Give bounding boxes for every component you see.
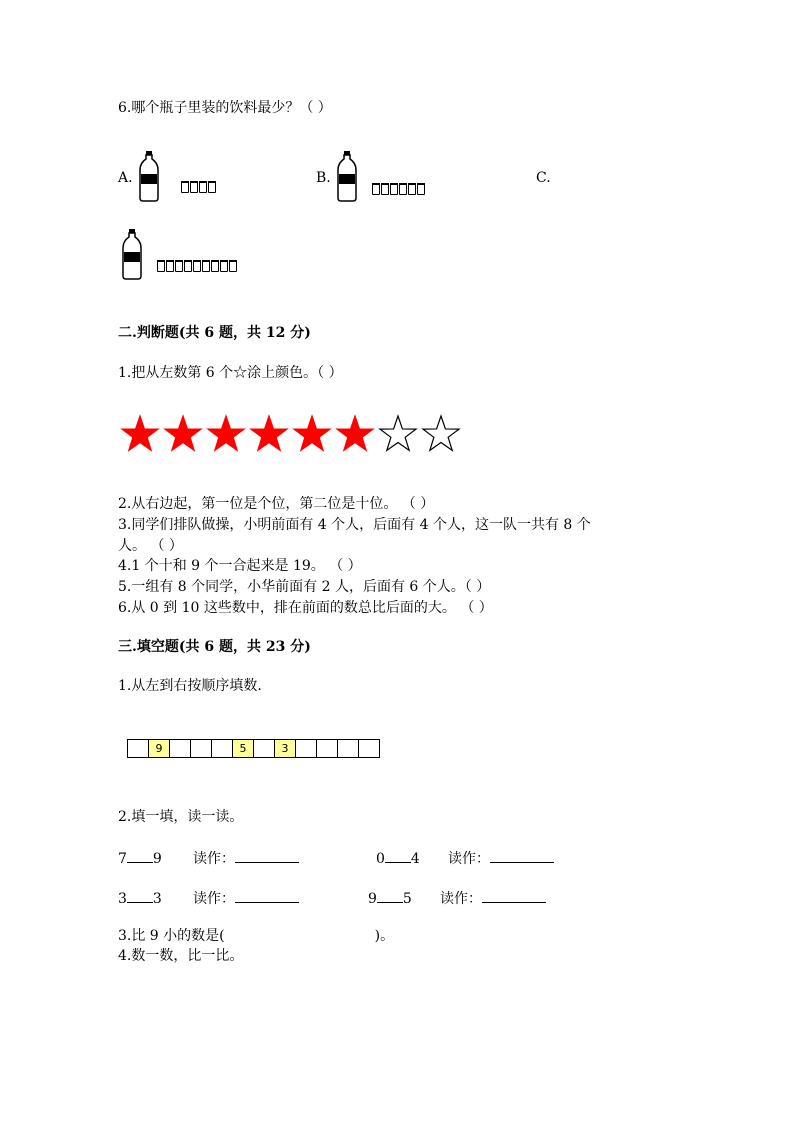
- filled-star-icon[interactable]: [120, 414, 160, 454]
- read-answer-blank[interactable]: [490, 848, 554, 863]
- option-a-label: A.: [118, 170, 133, 186]
- grid-cell-blank[interactable]: [212, 739, 233, 758]
- cup-icon: [181, 181, 189, 193]
- read-label: 读作：: [193, 891, 235, 907]
- grid-cell-blank[interactable]: [317, 739, 338, 758]
- empty-star-icon[interactable]: [378, 414, 418, 454]
- cup-icon: [175, 260, 183, 272]
- read-label: 读作：: [193, 851, 235, 867]
- fill-left-number: 7: [118, 851, 127, 867]
- grid-cell-blank[interactable]: [170, 739, 191, 758]
- read-answer-blank[interactable]: [235, 888, 299, 903]
- grid-cell-blank[interactable]: [359, 739, 380, 758]
- section-3-question-1: 1.从左到右按顺序填数.: [118, 678, 262, 694]
- bottle-icon: [138, 150, 160, 202]
- fill-row-4: [368, 888, 412, 908]
- fill-right-number: 3: [152, 891, 162, 907]
- grid-cell-blank[interactable]: [191, 739, 212, 758]
- option-c-label: C.: [536, 170, 551, 186]
- fill-row-2: [376, 848, 420, 868]
- fill-right-number: 4: [410, 851, 420, 867]
- section-3-question-4: 4.数一数，比一比。: [118, 948, 244, 964]
- fill-row-1: [118, 848, 162, 868]
- read-label-3: [193, 888, 299, 908]
- bottle-icon: [336, 150, 358, 202]
- grid-cell-given: 5: [233, 739, 254, 758]
- cups-group-c: [157, 260, 237, 272]
- fill-right-number: 9: [152, 851, 162, 867]
- cups-group-b: [372, 183, 425, 195]
- number-blank[interactable]: [127, 848, 153, 863]
- section-3-question-3: [118, 927, 394, 945]
- cup-icon: [166, 260, 174, 272]
- cup-icon: [390, 183, 398, 195]
- number-blank[interactable]: [385, 848, 411, 863]
- read-label-2: [448, 848, 554, 868]
- section-2-question-3-continued: 人。 （ ）: [118, 538, 183, 554]
- read-label-4: [440, 888, 546, 908]
- empty-star-icon[interactable]: [421, 414, 461, 454]
- cup-icon: [193, 260, 201, 272]
- cup-icon: [211, 260, 219, 272]
- question-3-suffix: )。: [374, 928, 395, 944]
- cup-icon: [202, 260, 210, 272]
- number-blank[interactable]: [377, 888, 403, 903]
- cup-icon: [417, 183, 425, 195]
- star-row: [120, 414, 461, 454]
- section-2-question-2: 2.从右边起，第一位是个位，第二位是十位。 （ ）: [118, 496, 435, 512]
- section-2-question-1: 1.把从左数第 6 个☆涂上颜色。（ ）: [118, 365, 343, 381]
- fill-left-number: 9: [368, 891, 377, 907]
- section-2-title: 二.判断题(共 6 题，共 12 分): [118, 325, 311, 341]
- grid-cell-blank[interactable]: [296, 739, 317, 758]
- cup-icon: [229, 260, 237, 272]
- cup-icon: [157, 260, 165, 272]
- filled-star-icon[interactable]: [335, 414, 375, 454]
- fill-left-number: 3: [118, 891, 127, 907]
- read-answer-blank[interactable]: [235, 848, 299, 863]
- section-2-question-6: 6.从 0 到 10 这些数中，排在前面的数总比后面的大。 （ ）: [118, 600, 493, 616]
- question-3-prefix: 3.比 9 小的数是(: [118, 928, 225, 944]
- fill-row-3: [118, 888, 162, 908]
- section-2-question-4: 4.1 个十和 9 个一合起来是 19。 （ ）: [118, 558, 362, 574]
- cups-group-a: [181, 181, 216, 193]
- grid-cell-given: 3: [275, 739, 296, 758]
- read-answer-blank[interactable]: [482, 888, 546, 903]
- grid-cell-blank[interactable]: [338, 739, 359, 758]
- filled-star-icon[interactable]: [163, 414, 203, 454]
- section-2-question-5: 5.一组有 8 个同学，小华前面有 2 人，后面有 6 个人。（ ）: [118, 579, 491, 595]
- filled-star-icon[interactable]: [292, 414, 332, 454]
- bottle-icon: [121, 228, 143, 280]
- cup-icon: [208, 181, 216, 193]
- grid-cell-blank[interactable]: [254, 739, 275, 758]
- read-label-1: [193, 848, 299, 868]
- cup-icon: [220, 260, 228, 272]
- number-sequence-grid: [127, 739, 380, 758]
- read-label: 读作：: [440, 891, 482, 907]
- question-6-prompt: 6.哪个瓶子里装的饮料最少？（ ）: [118, 100, 332, 116]
- fill-right-number: 5: [402, 891, 412, 907]
- cup-icon: [408, 183, 416, 195]
- section-3-question-2: 2.填一填，读一读。: [118, 809, 244, 825]
- number-blank[interactable]: [127, 888, 153, 903]
- fill-left-number: 0: [376, 851, 385, 867]
- grid-cell-blank[interactable]: [128, 739, 149, 758]
- cup-icon: [381, 183, 389, 195]
- option-b-label: B.: [316, 170, 331, 186]
- read-label: 读作：: [448, 851, 490, 867]
- section-3-title: 三.填空题(共 6 题，共 23 分): [118, 639, 311, 655]
- grid-cell-given: 9: [149, 739, 170, 758]
- filled-star-icon[interactable]: [206, 414, 246, 454]
- filled-star-icon[interactable]: [249, 414, 289, 454]
- cup-icon: [190, 181, 198, 193]
- cup-icon: [199, 181, 207, 193]
- cup-icon: [184, 260, 192, 272]
- cup-icon: [372, 183, 380, 195]
- cup-icon: [399, 183, 407, 195]
- section-2-question-3: 3.同学们排队做操，小明前面有 4 个人，后面有 4 个人，这一队一共有 8 个: [118, 517, 591, 533]
